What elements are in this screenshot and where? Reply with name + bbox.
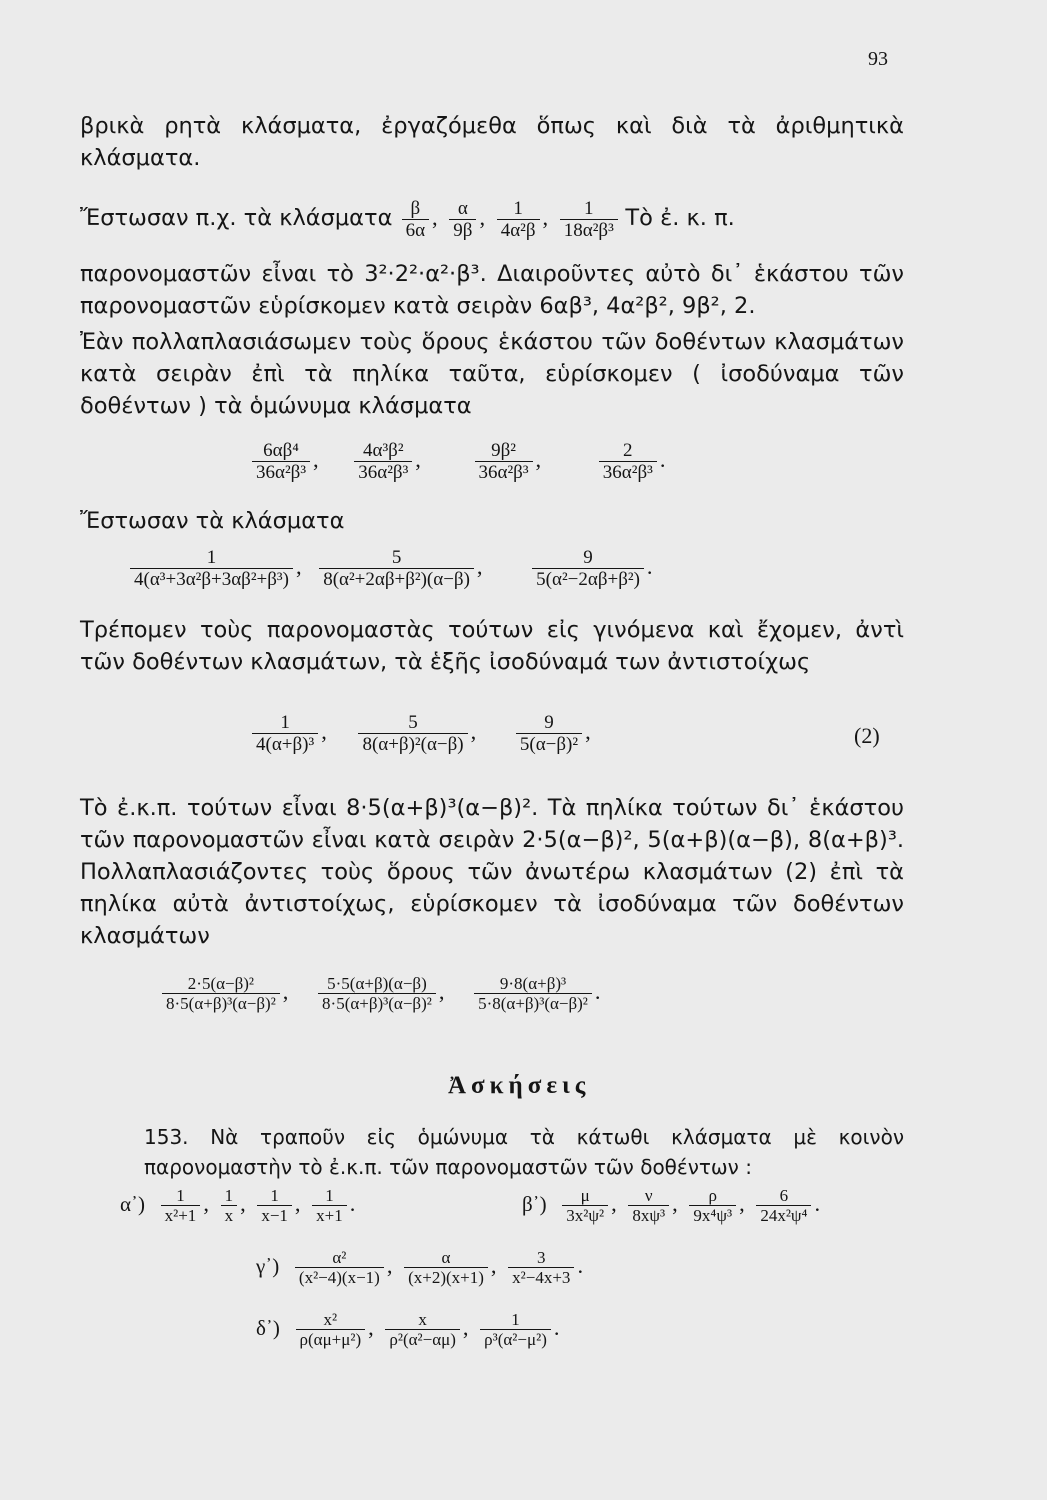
example-1-fractions: $\frac{\beta}{6\alpha}$ , $\frac{\alpha}{9\beta}$ , $\frac{1}{\text{4α²β}}$ , $\frac{1}{\text{18α²β³}}$ [400,205,626,230]
page-number: 93 [868,48,888,70]
example-2-lead: Ἔστωσαν τὰ κλάσματα [80,508,345,534]
exercise-label: γ᾽) [256,1253,280,1278]
exercise-153-text: 153. Νὰ τραποῦν εἰς ὁμώνυμα τὰ κάτωθι κλάσματα μὲ κοινὸν παρονομαστὴν τὸ ἐ.κ.π. τῶν παρονομαστῶν τῶν δοθέντων : [144,1125,904,1179]
example-1-tail: Τὸ ἐ. κ. π. [625,204,735,231]
fraction: $\frac{\rho}{\text{9x⁴ψ³}}$ [689,1186,736,1225]
fraction: $\frac{\beta}{6\alpha}$ [402,198,429,242]
paragraph-lcm: παρονομαστῶν εἶναι τὸ 3²·2²·α²·β³. Διαιροῦντες αὐτὸ δι᾽ ἑκάστου τῶν παρονομαστῶν εὑρίσκομεν κατὰ σειρὰν 6αβ³, 4α²β², 9β², 2. [80,261,904,319]
fraction: $\frac{3}{\text{x²−4x+3}}$ [508,1248,574,1287]
paragraph-quotients: Τὸ ἐ.κ.π. τούτων εἶναι 8·5(α+β)³(α−β)². Τὰ πηλίκα τούτων δι᾽ ἑκάστου τῶν παρονομαστῶν εἶναι κατὰ σειρὰν 2·5(α−β)², 5(α+β)(α−β), 8(α+β)³. Πολλαπλασιάζοντες τοὺς ὅρους τῶν ἀνωτέρω κλασμάτων (2) ἐπὶ τὰ πηλίκα αὐτὰ ἀντιστοίχως, εὑρίσκομεν τὰ ἰσοδύναμα τῶν δοθέντων κλασμάτων [80,795,904,949]
fraction: $\frac{1}{\text{4(α+β)³}}$ [252,712,318,756]
fraction: $\frac{x}{\text{ρ²(α²−αμ)}}$ [385,1310,460,1349]
paragraph-multiply: Ἐὰν πολλαπλασιάσωμεν τοὺς ὅρους ἑκάστου τῶν δοθέντων κλασμάτων κατὰ σειρὰν ἐπὶ τὰ πηλίκα ταῦτα, εὑρίσκομεν ( ἰσοδύναμα τῶν δοθέντων ) τὰ ὁμώνυμα κλάσματα [80,329,904,419]
example-1-line [80,198,735,242]
example-1-lead: Ἔστωσαν π.χ. τὰ κλάσματα [80,204,393,231]
fraction: $\frac{\text{9β²}}{\text{36α²β³}}$ [475,440,533,484]
fraction: $\frac{1}{\text{4α²β}}$ [497,198,540,242]
exercises-heading: Ἀσκήσεις [448,1072,591,1099]
fraction: $\frac{1}{x+1}$ [312,1186,347,1225]
fraction: $\frac{9}{\text{5(α−β)²}}$ [516,712,582,756]
fraction: $\frac{5}{\text{8(α²+2αβ+β²)(α−β)}}$ [319,547,474,591]
exercise-label: δ᾽) [256,1315,280,1340]
equivalent-fractions-2: $\frac{\text{2·5(α−β)²}}{\text{8·5(α+β)³(α−β)²}}$ , $\frac{5\cdot 5(\alpha+\beta)(\alpha-\beta)}{\text{8·5(α+β)³(α−β)²}}$ , $\frac{\text{9·8(α+β)³}}{\text{5·8(α+β)³(α−β)²}}$ . [160,974,605,1013]
fraction: $\frac{\text{x²}}{\text{ρ(αμ+μ²)}}$ [296,1310,366,1349]
fraction: $\frac{\alpha}{9\beta}$ [449,198,476,242]
fraction: $\frac{\alpha}{(x+2)(x+1)}$ [404,1248,488,1287]
fraction: $\frac{\text{9·8(α+β)³}}{\text{5·8(α+β)³(α−β)²}}$ [474,974,592,1013]
exercise-label: β᾽) [522,1191,547,1216]
fraction: $\frac{2}{\text{36α²β³}}$ [599,440,657,484]
exercise-c: γ᾽) $\frac{\text{α²}}{\text{(x²−4)(x−1)}}$ , $\frac{\alpha}{(x+2)(x+1)}$ , $\frac{3}{\text{x²−4x+3}}$ . [256,1248,584,1288]
exercise-d: δ᾽) $\frac{\text{x²}}{\text{ρ(αμ+μ²)}}$ , $\frac{x}{\text{ρ²(α²−αμ)}}$ , $\frac{1}{\text{ρ³(α²−μ²)}}$ . [256,1310,560,1350]
fraction: $\frac{\mu}{\text{3x²ψ²}}$ [562,1186,608,1225]
fraction: $\frac{\nu}{\text{8xψ³}}$ [628,1186,669,1225]
fraction: $\frac{5}{\text{8(α+β)²(α−β)}}$ [358,712,467,756]
exercise-a: α᾽) $\frac{1}{\text{x²+1}}$ , $\frac{1}{x}$ , $\frac{1}{x-1}$ , $\frac{1}{x+1}$ . [120,1186,356,1226]
fraction: $\frac{\text{6αβ⁴}}{\text{36α²β³}}$ [252,440,310,484]
fraction: $\frac{1}{x-1}$ [257,1186,292,1225]
fraction: $\frac{1}{\text{ρ³(α²−μ²)}}$ [480,1310,551,1349]
paragraph-intro: βρικὰ ρητὰ κλάσματα, ἐργαζόμεθα ὅπως καὶ διὰ τὰ ἀριθμητικὰ κλάσματα. [80,113,904,171]
fraction: $\frac{1}{x}$ [221,1186,238,1225]
fraction: $\frac{1}{\text{x²+1}}$ [161,1186,201,1225]
given-fractions-2: $\frac{1}{\text{4(α³+3α²β+3αβ²+β³)}}$ , $\frac{5}{\text{8(α²+2αβ+β²)(α−β)}}$ , $\frac{9}{\text{5(α²−2αβ+β²)}}$ . [128,547,657,591]
fraction: $\frac{\text{2·5(α−β)²}}{\text{8·5(α+β)³(α−β)²}}$ [162,974,280,1013]
fraction: $\frac{6}{\text{24x²ψ⁴}}$ [756,1186,811,1225]
equivalent-fractions-1: $\frac{\text{6αβ⁴}}{\text{36α²β³}}$ , $\frac{\text{4α³β²}}{\text{36α²β³}}$ , $\frac{\text{9β²}}{\text{36α²β³}}$ , $\frac{2}{\text{36α²β³}}$ . [250,440,669,484]
exercise-label: α᾽) [120,1191,145,1216]
equation-label: (2) [854,723,880,748]
paragraph-factor: Τρέπομεν τοὺς παρονομαστὰς τούτων εἰς γινόμενα καὶ ἔχομεν, ἀντὶ τῶν δοθέντων κλασμάτων, τὰ ἑξῆς ἰσοδύναμά των ἀντιστοίχως [80,617,904,675]
fraction: $\frac{\text{α²}}{\text{(x²−4)(x−1)}}$ [295,1248,384,1287]
fraction: $\frac{1}{\text{18α²β³}}$ [560,198,618,242]
fraction: $\frac{1}{\text{4(α³+3α²β+3αβ²+β³)}}$ [130,547,293,591]
fraction: $\frac{\text{4α³β²}}{\text{36α²β³}}$ [354,440,412,484]
fraction: $\frac{9}{\text{5(α²−2αβ+β²)}}$ [532,547,644,591]
exercise-b: β᾽) $\frac{\mu}{\text{3x²ψ²}}$ , $\frac{\nu}{\text{8xψ³}}$ , $\frac{\rho}{\text{9x⁴ψ³}}$ , $\frac{6}{\text{24x²ψ⁴}}$ . [522,1186,821,1226]
factored-fractions: $\frac{1}{\text{4(α+β)³}}$ , $\frac{5}{\text{8(α+β)²(α−β)}}$ , $\frac{9}{\text{5(α−β)²}}$ , [250,712,595,756]
fraction: $\frac{5\cdot 5(\alpha+\beta)(\alpha-\beta)}{\text{8·5(α+β)³(α−β)²}}$ [318,974,436,1013]
